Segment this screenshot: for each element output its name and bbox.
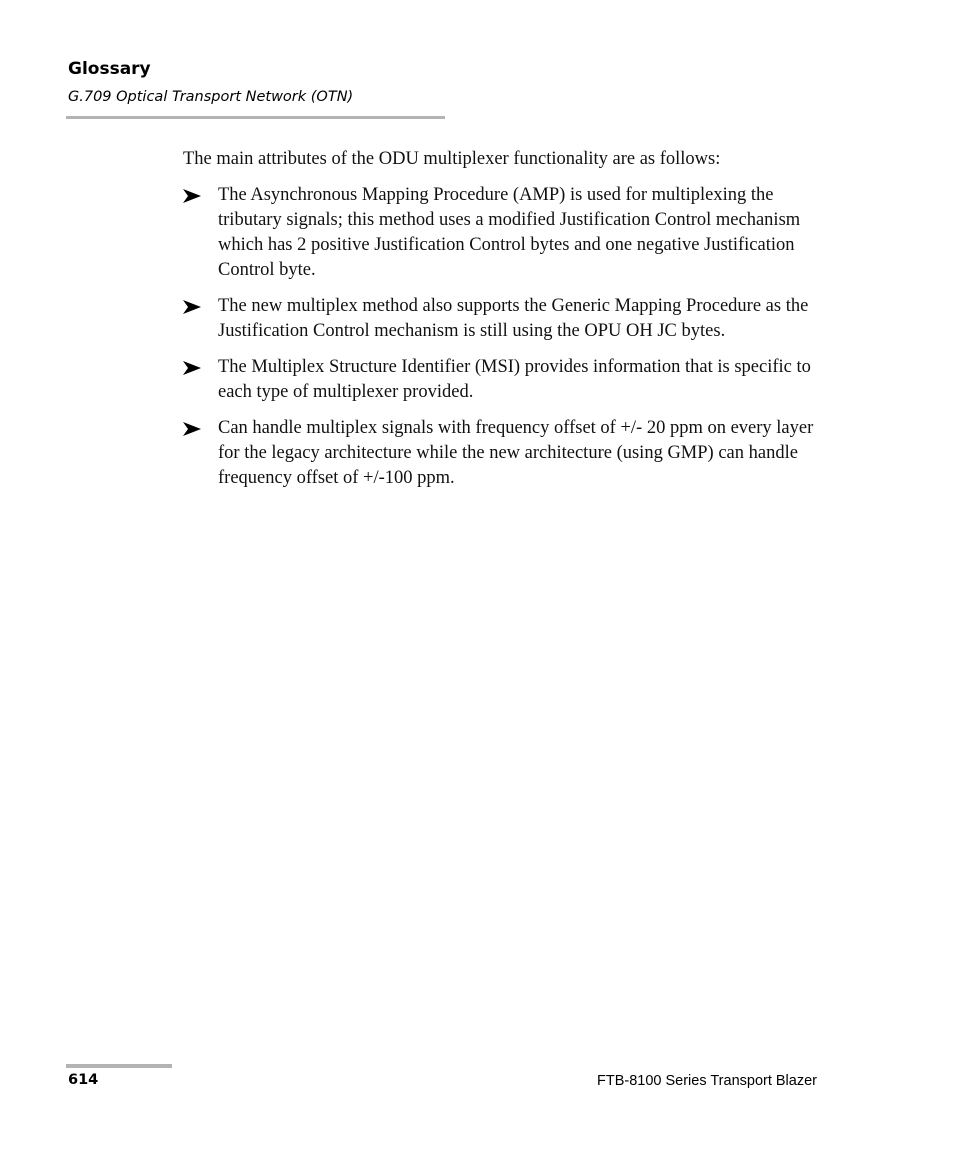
list-item	[183, 355, 833, 405]
arrowhead-bullet-icon	[183, 416, 203, 441]
list-item-text: Can handle multiplex signals with frequency offset of +/- 20 ppm on every layer for the legacy architecture while the new architecture (using GMP) can handle frequency offset of +/-100 ppm.	[218, 418, 814, 488]
list-item-text: The Multiplex Structure Identifier (MSI) provides information that is specific to each type of multiplexer provided.	[218, 357, 811, 402]
page-content	[183, 147, 833, 502]
section-title: Glossary	[68, 59, 151, 79]
page-number: 614	[68, 1072, 99, 1088]
arrowhead-bullet-icon	[183, 294, 203, 319]
list-item	[183, 183, 833, 283]
list-item	[183, 416, 833, 491]
footer-divider	[66, 1064, 172, 1068]
list-item	[183, 294, 833, 344]
intro-paragraph: The main attributes of the ODU multiplexer functionality are as follows:	[183, 149, 721, 169]
arrowhead-bullet-icon	[183, 355, 203, 380]
list-item-text: The new multiplex method also supports the Generic Mapping Procedure as the Justification Control mechanism is still using the OPU OH JC bytes.	[218, 296, 809, 341]
attribute-list	[183, 183, 833, 491]
list-item-text: The Asynchronous Mapping Procedure (AMP) is used for multiplexing the tributary signals; this method uses a modified Justification Control mechanism which has 2 positive Justification Control bytes and one negative Justification Control byte.	[218, 185, 801, 280]
header-divider	[66, 116, 445, 119]
subsection-title: G.709 Optical Transport Network (OTN)	[68, 89, 354, 105]
arrowhead-bullet-icon	[183, 183, 203, 208]
document-title: FTB-8100 Series Transport Blazer	[596, 1073, 817, 1089]
